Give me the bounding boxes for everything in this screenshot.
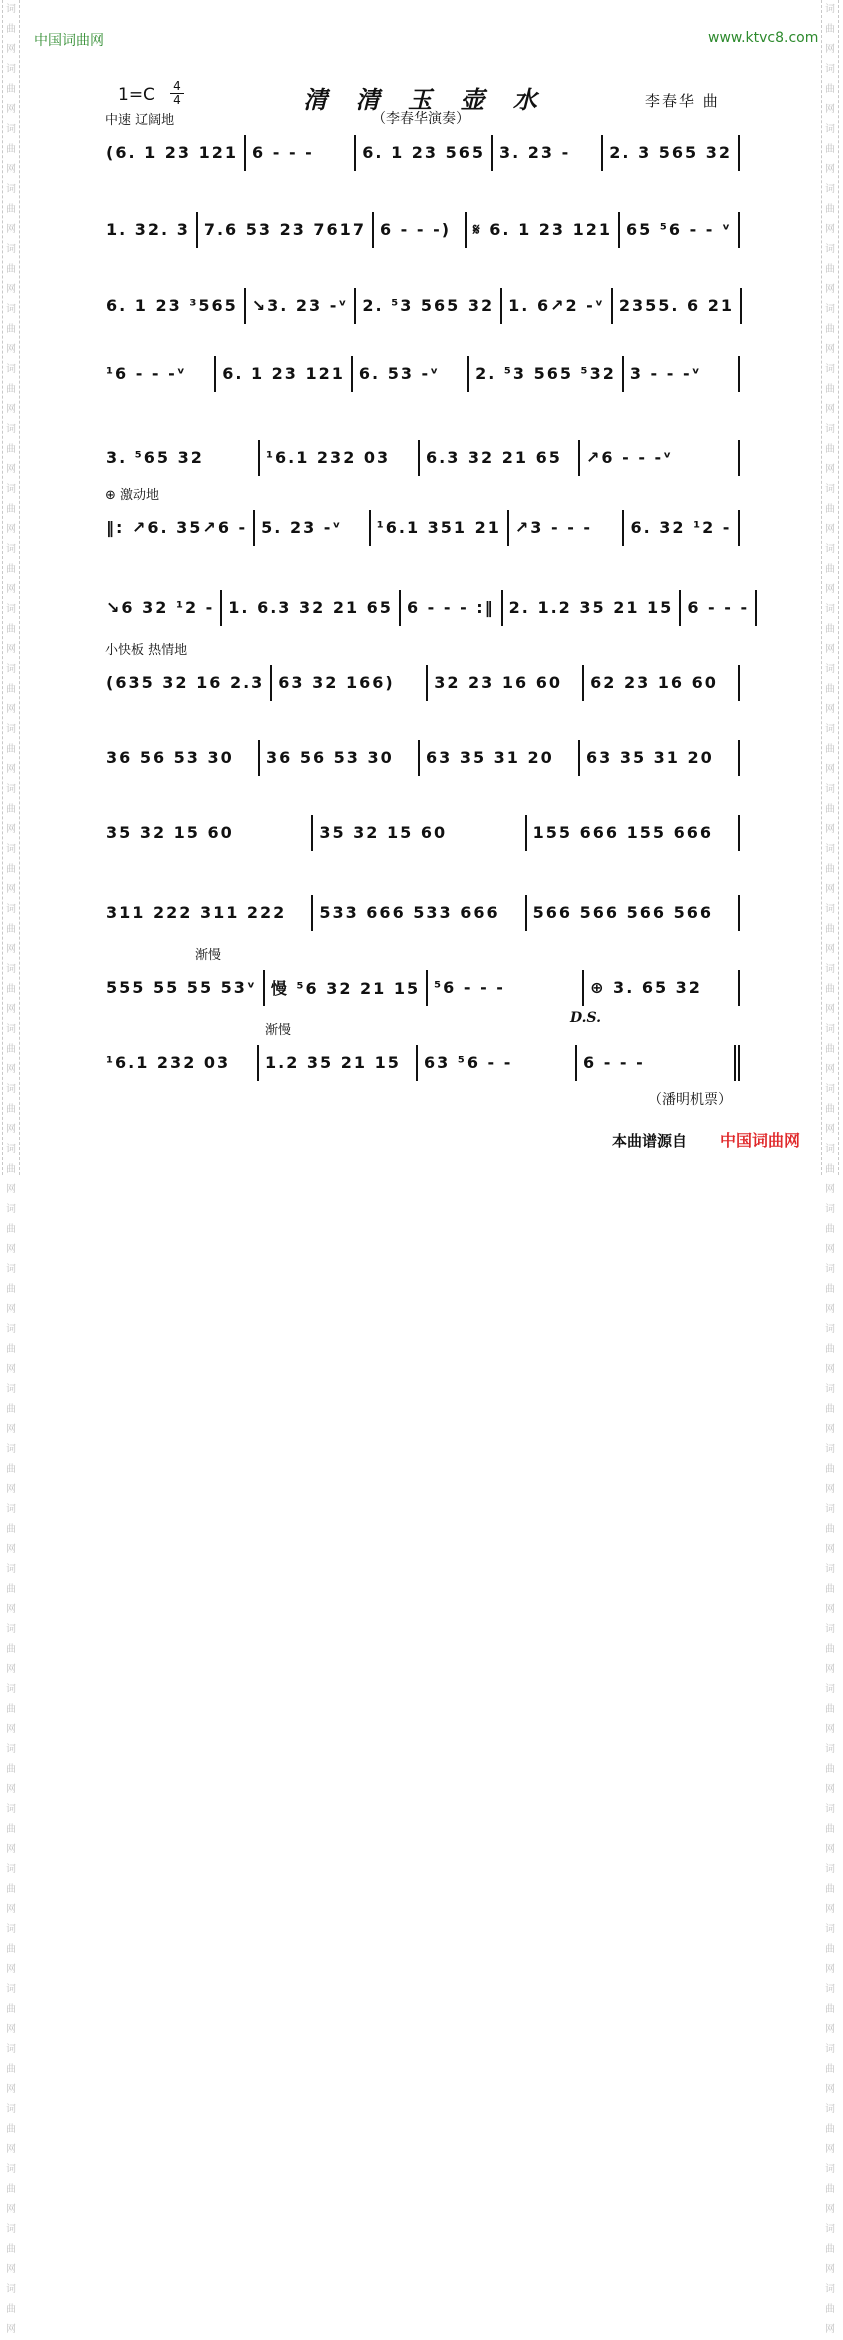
key-signature: 1=C (118, 85, 155, 105)
measure-notes: ⁵6 - - - (434, 978, 505, 997)
measure-row (100, 288, 740, 324)
measure (527, 895, 740, 931)
measure-notes: ↗3 - - - (514, 518, 593, 537)
measure-notes: 2. 3 565 32 (609, 143, 732, 162)
measure (624, 510, 740, 546)
measure-notes: 3. 23 - (499, 143, 571, 162)
measure-notes: (635 32 16 2.3 (106, 673, 265, 692)
measure-notes: 6. 32 ¹2 - (630, 518, 732, 537)
footer-brand[interactable]: 中国词曲网 (720, 1131, 801, 1150)
measure-row (100, 590, 750, 626)
tempo-marking: ⊕ 激动地 (105, 488, 160, 503)
measure-notes: ↘3. 23 -ᵛ (251, 296, 349, 315)
measure-notes: ‖: ↗6. 35↗6 - (106, 518, 248, 537)
measure (313, 895, 526, 931)
measure (502, 288, 613, 324)
side-watermark-left: 词曲网词曲网词曲网词曲网词曲网词曲网词曲网词曲网词曲网词曲网词曲网词曲网词曲网词曲网词曲网词曲网词曲网词曲网词曲网词曲网词曲网词曲网词曲网词曲网词曲网词曲网词曲网词曲网词曲网词曲网词曲网词曲网词曲网词曲网词曲网词曲网词曲网词曲网词曲网 (2, 0, 20, 1175)
measure (100, 970, 265, 1006)
measure (100, 665, 272, 701)
measure-notes: 6. 53 -ᵛ (358, 364, 441, 383)
measure (246, 135, 356, 171)
measure (222, 590, 401, 626)
measure-notes: 𝄋 6. 1 23 121 (472, 219, 613, 239)
measure (265, 970, 428, 1006)
measure-row (100, 815, 740, 851)
measure (580, 740, 740, 776)
performer: （李春华演奏） (372, 111, 470, 127)
measure-row (100, 970, 740, 1006)
time-signature (170, 80, 184, 107)
measure-row (100, 510, 740, 546)
measure-notes: 1. 6↗2 -ᵛ (508, 296, 605, 315)
measure-notes: 63 32 166) (278, 673, 395, 692)
measure (374, 212, 467, 248)
measure-notes: 6 - - - (583, 1053, 645, 1072)
measure-notes: 5. 23 -ᵛ (261, 518, 343, 537)
measure (313, 815, 526, 851)
measure-notes: ↗6 - - -ᵛ (586, 448, 674, 467)
measure (100, 440, 260, 476)
transcriber-note: （潘明机票） (648, 1092, 732, 1108)
measure-notes: ¹6.1 232 03 (266, 448, 391, 467)
measure (100, 895, 313, 931)
measure (428, 970, 584, 1006)
measure-notes: 62 23 16 60 (590, 673, 718, 692)
measure-row (100, 212, 740, 248)
measure-row (100, 895, 740, 931)
measure (467, 212, 620, 248)
measure-notes: 慢 ⁵6 32 21 15 (270, 979, 421, 998)
measure (493, 135, 603, 171)
measure (401, 590, 503, 626)
measure-notes: 3. ⁵65 32 (106, 448, 204, 467)
measure-notes: 7.6 53 23 7617 (203, 220, 366, 239)
measure (356, 135, 493, 171)
measure (428, 665, 584, 701)
measure-notes: 533 666 533 666 (319, 903, 500, 922)
side-watermark-right: 词曲网词曲网词曲网词曲网词曲网词曲网词曲网词曲网词曲网词曲网词曲网词曲网词曲网词曲网词曲网词曲网词曲网词曲网词曲网词曲网词曲网词曲网词曲网词曲网词曲网词曲网词曲网词曲网词曲网词曲网词曲网词曲网词曲网词曲网词曲网词曲网词曲网词曲网词曲网 (821, 0, 839, 1175)
composer: 李春华 曲 (645, 92, 720, 110)
tempo-marking: 渐慢 (195, 948, 222, 963)
measure (420, 440, 580, 476)
measure (100, 288, 246, 324)
measure (356, 288, 502, 324)
measure-notes: 32 23 16 60 (434, 673, 562, 692)
measure (420, 740, 580, 776)
measure-notes: 6. 1 23 ³565 (106, 296, 238, 315)
measure (527, 815, 740, 851)
measure-notes: 566 566 566 566 (532, 903, 713, 922)
measure (100, 590, 222, 626)
measure (100, 356, 216, 392)
measure (503, 590, 682, 626)
measure (603, 135, 740, 171)
measure-notes: 63 35 31 20 (586, 748, 714, 767)
measure-notes: 35 32 15 60 (319, 823, 448, 842)
measure (620, 212, 740, 248)
measure (613, 288, 742, 324)
measure-notes: ⊕ 3. 65 32 (590, 978, 702, 997)
measure-notes: 6. 1 23 565 (362, 143, 486, 162)
measure-notes: 2. ⁵3 565 32 (362, 296, 495, 315)
measure (584, 665, 740, 701)
measure-notes: 6 - - -) (379, 220, 452, 239)
measure-notes: 6 - - - (252, 143, 314, 162)
measure-notes: 35 32 15 60 (106, 823, 234, 842)
measure-notes: 36 56 53 30 (266, 748, 394, 767)
measure (509, 510, 625, 546)
measure-row (100, 135, 740, 171)
measure (418, 1045, 577, 1081)
measure-notes: 2. 1.2 35 21 15 (508, 598, 674, 617)
measure-notes: (6. 1 23 121 (106, 143, 239, 162)
measure (580, 440, 740, 476)
measure-notes: 36 56 53 30 (106, 748, 234, 767)
song-title: 清 清 玉 壶 水 (303, 85, 547, 114)
time-signature-top: 4 (170, 80, 184, 94)
measure (584, 970, 740, 1006)
measure-row (100, 740, 740, 776)
measure-row (100, 440, 740, 476)
time-signature-bottom: 4 (173, 93, 181, 107)
tempo-marking: 小快板 热情地 (105, 643, 188, 658)
measure (246, 288, 357, 324)
measure (216, 356, 353, 392)
dal-segno-mark: D.S. (570, 1010, 602, 1026)
measure (353, 356, 469, 392)
measure (469, 356, 624, 392)
measure (100, 1045, 259, 1081)
measure (100, 815, 313, 851)
measure (198, 212, 374, 248)
measure (624, 356, 740, 392)
measure-notes: 65 ⁵6 - - ᵛ (626, 220, 732, 239)
measure (260, 440, 420, 476)
measure (100, 510, 255, 546)
measure-notes: 2355. 6 21 (618, 296, 734, 315)
measure (272, 665, 428, 701)
measure (371, 510, 509, 546)
measure (100, 212, 198, 248)
measure-row (100, 1045, 740, 1081)
measure (100, 740, 260, 776)
measure-notes: 2. ⁵3 565 ⁵32 (475, 364, 616, 383)
tempo-marking: 中速 辽阔地 (105, 113, 175, 128)
measure-notes: 6 - - - :‖ (406, 598, 495, 617)
measure-notes: 1.2 35 21 15 (265, 1053, 401, 1072)
measure (577, 1045, 740, 1081)
site-name: 中国词曲网 (34, 33, 104, 49)
measure-notes: 1. 32. 3 (106, 220, 190, 239)
measure-notes: ↘6 32 ¹2 - (106, 598, 215, 617)
measure-notes: ¹6.1 232 03 (106, 1053, 231, 1072)
measure-notes: 155 666 155 666 (532, 823, 713, 842)
measure-row (100, 665, 740, 701)
tempo-marking: 渐慢 (265, 1023, 292, 1038)
measure-notes: 6.3 32 21 65 (426, 448, 562, 467)
measure-notes: 1. 6.3 32 21 65 (228, 598, 393, 617)
measure (681, 590, 757, 626)
measure-notes: 555 55 55 53ᵛ (106, 978, 257, 997)
measure (100, 135, 246, 171)
measure-notes: 311 222 311 222 (106, 903, 287, 922)
footer-label: 本曲谱源自 (612, 1132, 688, 1150)
measure (255, 510, 371, 546)
site-url[interactable]: www.ktvc8.com (708, 30, 819, 46)
measure-notes: 6 - - - (687, 598, 750, 617)
measure-notes: 6. 1 23 121 (222, 364, 345, 383)
measure-notes: ¹6.1 351 21 (376, 518, 501, 537)
measure-notes: 63 ⁵6 - - (424, 1053, 513, 1072)
measure-row (100, 356, 740, 392)
measure-notes: ¹6 - - -ᵛ (106, 364, 187, 383)
measure (260, 740, 420, 776)
measure (259, 1045, 418, 1081)
measure-notes: 3 - - -ᵛ (629, 364, 702, 383)
measure-notes: 63 35 31 20 (426, 748, 554, 767)
